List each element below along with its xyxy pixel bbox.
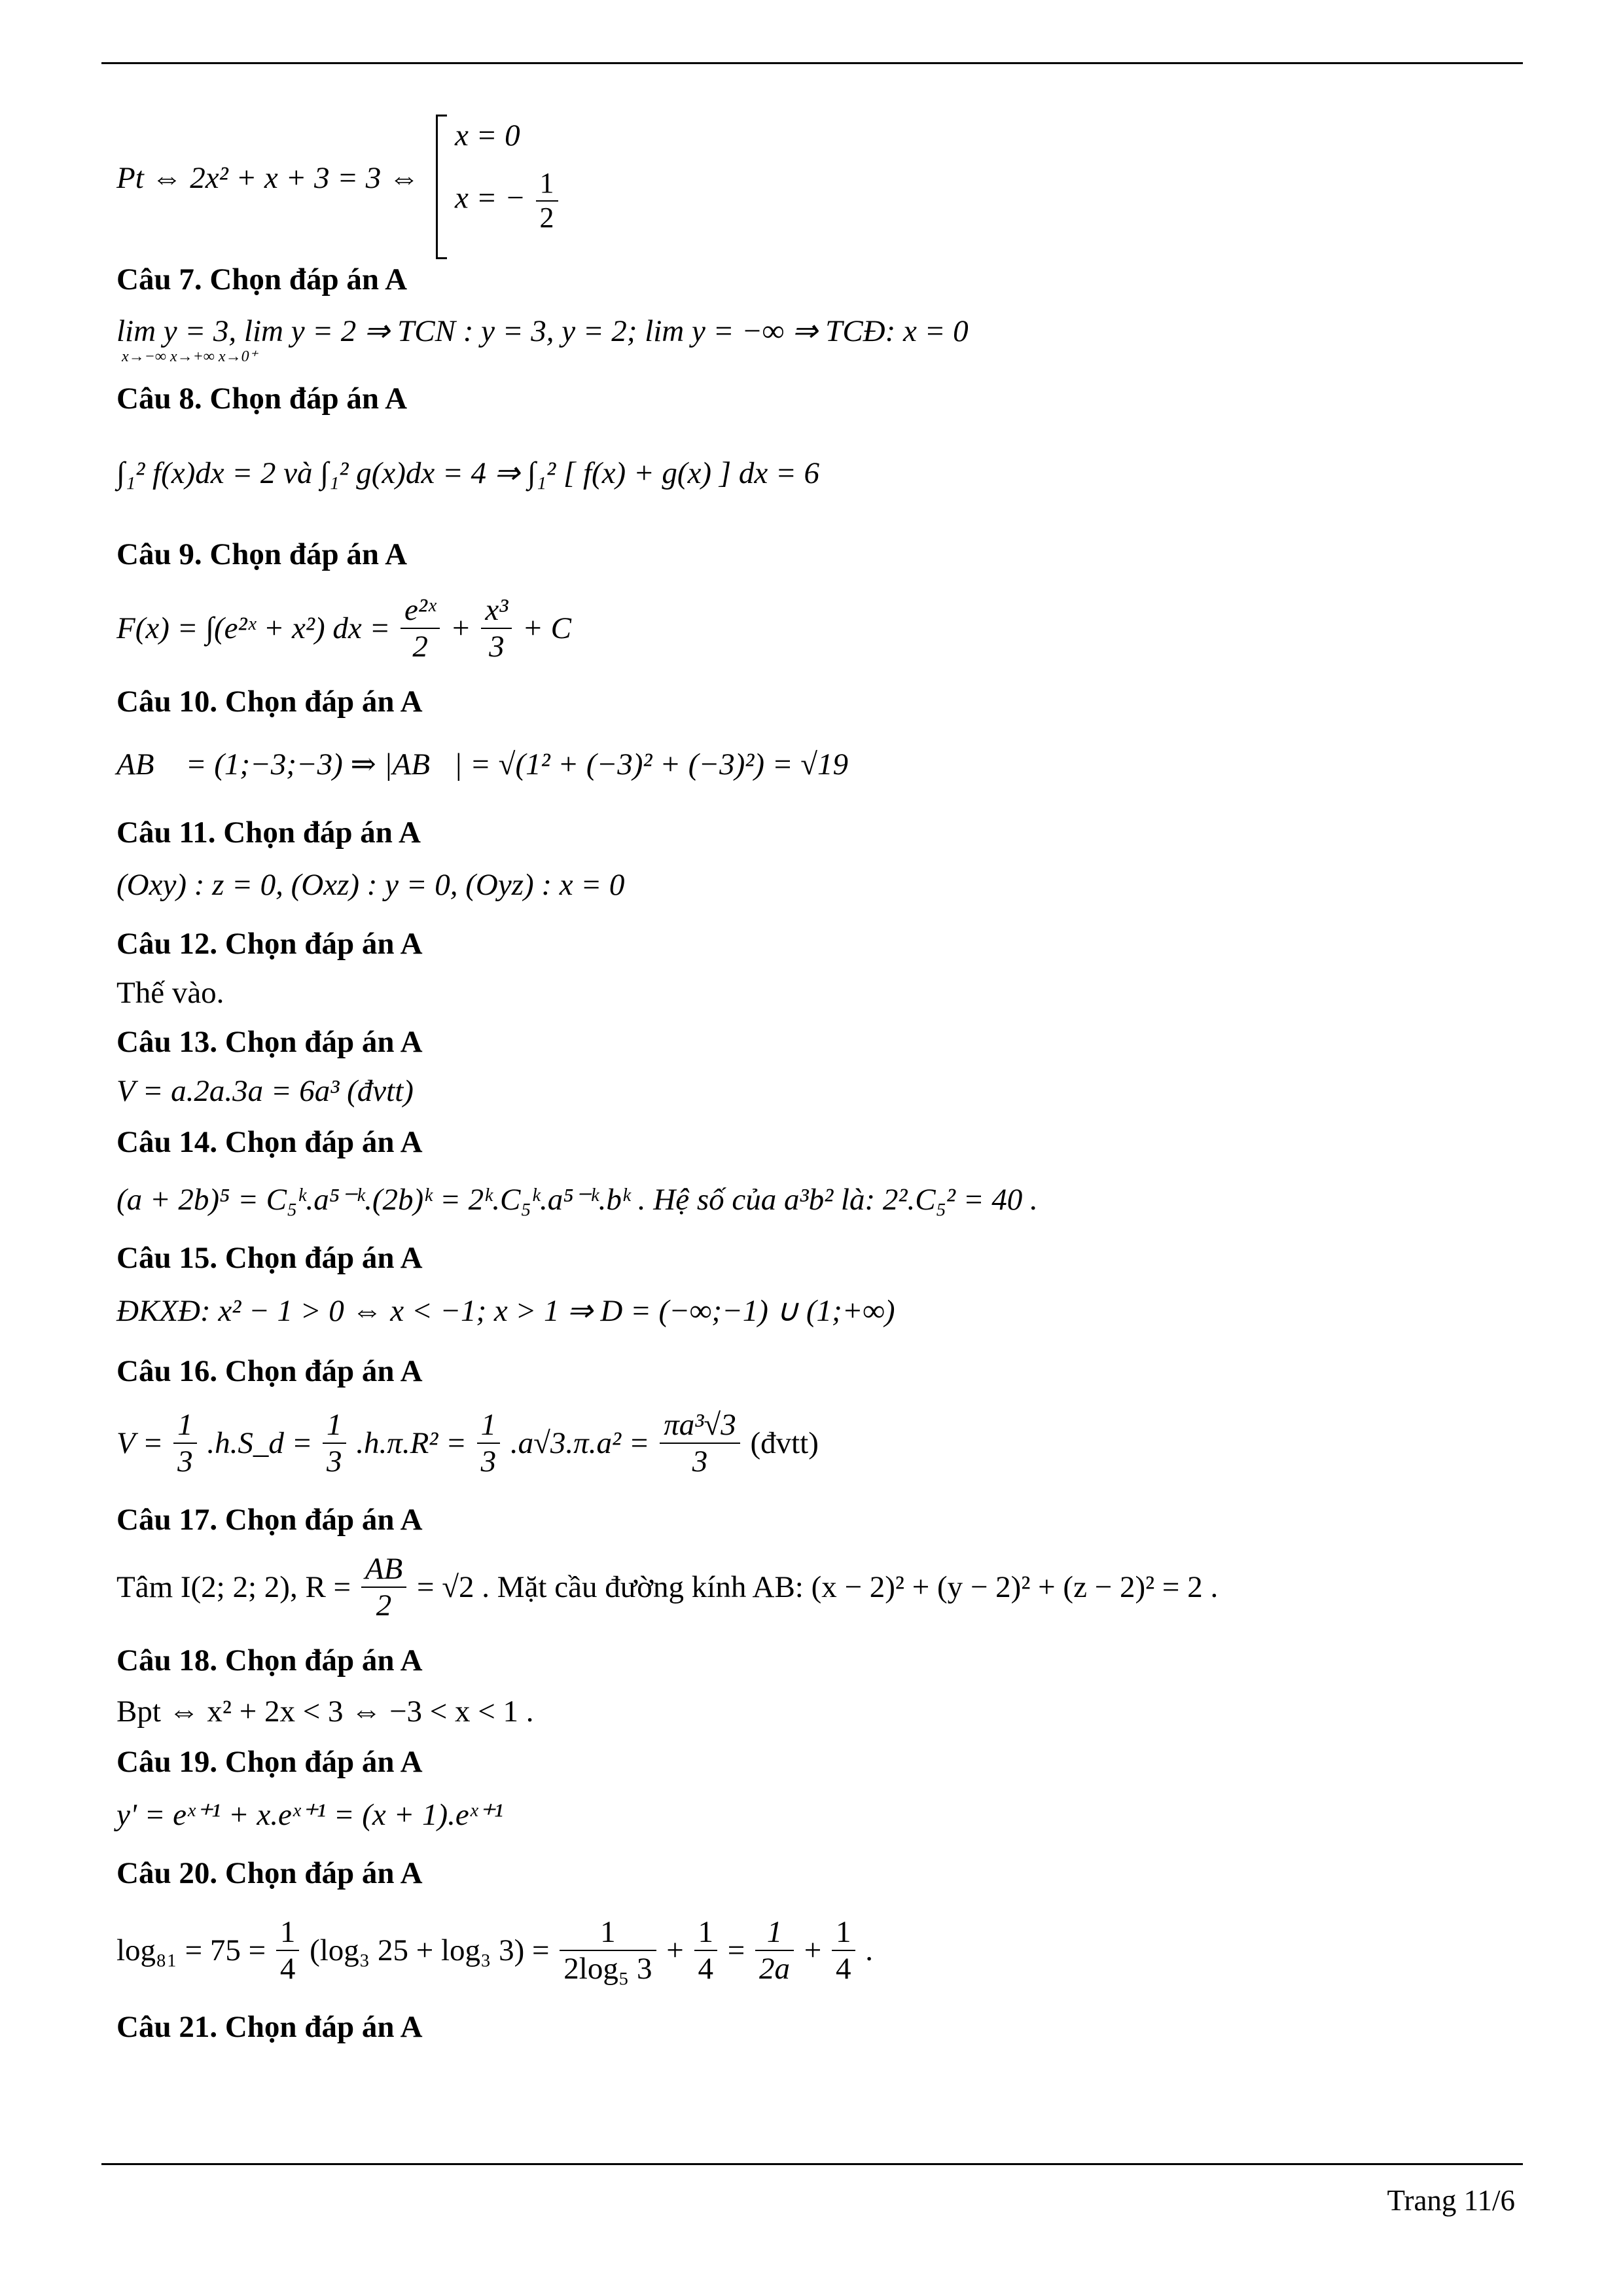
question-17-heading: Câu 17. Chọn đáp án A	[116, 1503, 423, 1537]
question-18-content: Bpt ⇔ x² + 2x < 3 ⇔ −3 < x < 1 .	[116, 1695, 534, 1729]
top-equation: Pt ⇔ 2x² + x + 3 = 3 ⇔	[116, 161, 419, 195]
question-13-heading: Câu 13. Chọn đáp án A	[116, 1025, 423, 1059]
question-21-heading: Câu 21. Chọn đáp án A	[116, 2010, 423, 2044]
question-14-heading: Câu 14. Chọn đáp án A	[116, 1125, 423, 1159]
question-7-content: lim y = 3, lim y = 2 ⇒ TCN : y = 3, y = 2; lim y = −∞ ⇒ TCĐ: x = 0	[116, 314, 969, 348]
question-9-content: F(x) = ∫(e²ˣ + x²) dx = $\frac{\text{e²ˣ}}{2}$ + $\frac{\text{x³}}{3}$ + C	[116, 593, 571, 664]
question-17-content: Tâm I(2; 2; 2), R = $\frac{AB}{2}$ = √2 . Mặt cầu đường kính AB: (x − 2)² + (y − 2)² + (z − 2)² = 2 .	[116, 1552, 1219, 1623]
question-7-limits: x→−∞ x→+∞ x→0⁺	[122, 348, 258, 365]
case-bracket	[436, 115, 447, 259]
question-15-content: ĐKXĐ: x² − 1 > 0 ⇔ x < −1; x > 1 ⇒ D = (−∞;−1) ∪ (1;+∞)	[116, 1294, 895, 1328]
header-rule	[101, 62, 1523, 64]
question-18-heading: Câu 18. Chọn đáp án A	[116, 1643, 423, 1677]
question-11-content: (Oxy) : z = 0, (Oxz) : y = 0, (Oyz) : x = 0	[116, 868, 625, 902]
question-12-content: Thế vào.	[116, 976, 224, 1010]
case-2: x = − $\frac{1}{2}$	[455, 167, 561, 234]
question-14-content: (a + 2b)⁵ = C₅ᵏ.a⁵⁻ᵏ.(2b)ᵏ = 2ᵏ.C₅ᵏ.a⁵⁻ᵏ.bᵏ . Hệ số của a³b² là: 2².C₅² = 40 .	[116, 1183, 1038, 1217]
footer-rule	[101, 2163, 1523, 2165]
question-19-heading: Câu 19. Chọn đáp án A	[116, 1745, 423, 1779]
question-10-content: AB⃗ = (1;−3;−3) ⇒ |AB⃗| = √(1² + (−3)² + (−3)²) = √19	[116, 747, 848, 781]
question-20-heading: Câu 20. Chọn đáp án A	[116, 1856, 423, 1890]
question-7-heading: Câu 7. Chọn đáp án A	[116, 262, 408, 296]
question-11-heading: Câu 11. Chọn đáp án A	[116, 816, 421, 850]
question-19-content: y' = eˣ⁺¹ + x.eˣ⁺¹ = (x + 1).eˣ⁺¹	[116, 1798, 503, 1832]
question-15-heading: Câu 15. Chọn đáp án A	[116, 1241, 423, 1275]
question-10-heading: Câu 10. Chọn đáp án A	[116, 685, 423, 719]
question-16-heading: Câu 16. Chọn đáp án A	[116, 1354, 423, 1388]
question-12-heading: Câu 12. Chọn đáp án A	[116, 927, 423, 961]
page-number: Trang 11/6	[1387, 2184, 1515, 2217]
question-20-content: log₈₁ = 75 = $\frac{1}{4}$ (log₃ 25 + log₃ 3) = $\frac{1}{\text{2log₅ 3}}$ + $\frac{1}{4}$ = $\frac{1}{2a}$ + $\frac{1}{4}$ .	[116, 1915, 874, 1986]
question-13-content: V = a.2a.3a = 6a³ (đvtt)	[116, 1074, 414, 1108]
question-8-content: ∫₁² f(x)dx = 2 và ∫₁² g(x)dx = 4 ⇒ ∫₁² [ f(x) + g(x) ] dx = 6	[116, 456, 819, 490]
question-16-content: V = $\frac{1}{3}$ .h.S_d = $\frac{1}{3}$ .h.π.R² = $\frac{1}{3}$ .a√3.π.a² = $\frac{\text{πa³√3}}{3}$ (đvtt)	[116, 1408, 819, 1479]
question-9-heading: Câu 9. Chọn đáp án A	[116, 537, 408, 571]
question-8-heading: Câu 8. Chọn đáp án A	[116, 382, 408, 416]
case-1: x = 0	[455, 118, 520, 152]
